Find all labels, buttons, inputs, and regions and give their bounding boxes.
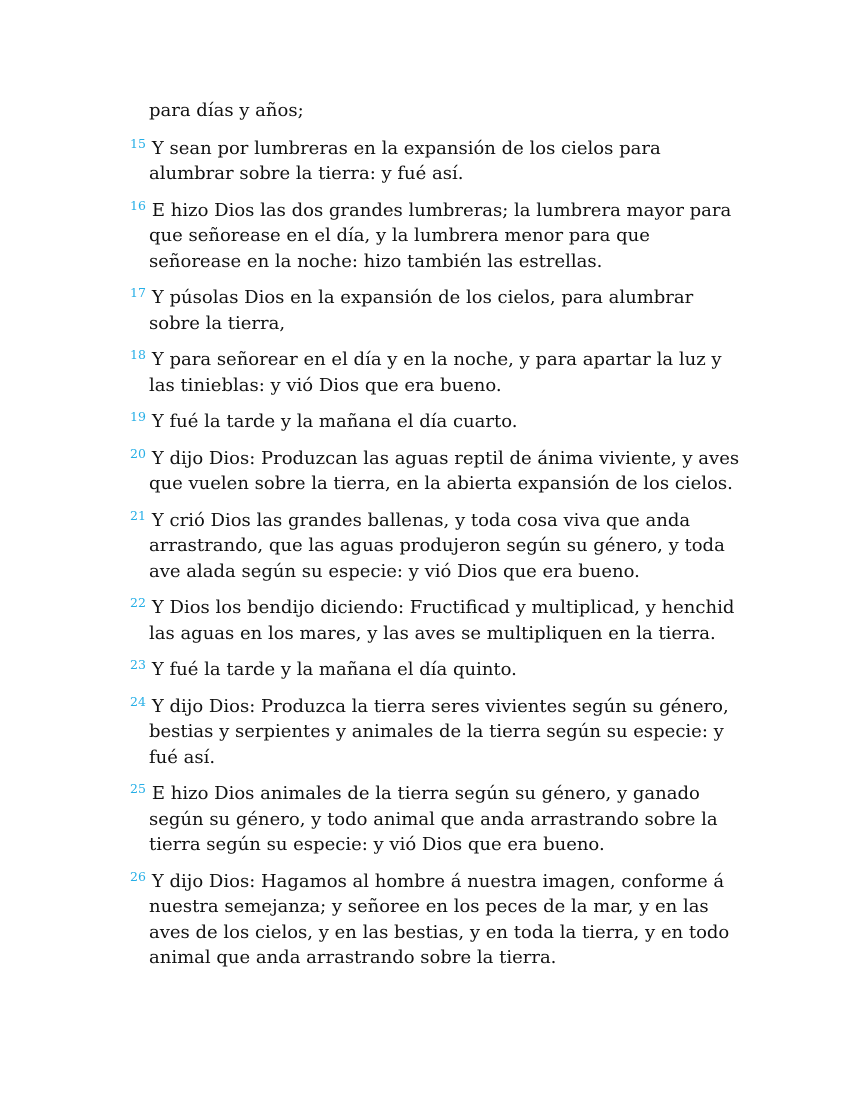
verse-text: Y sean por lumbreras en la expansión de los cielos para alumbrar sobre la tierra: y fué así. (149, 137, 661, 184)
verse-text: Y dijo Dios: Produzca la tierra seres vivientes según su género, bestias y serpientes y animales de la tierra según su especie: y fué así. (149, 695, 729, 768)
verse-text: E hizo Dios las dos grandes lumbreras; la lumbrera mayor para que señorease en el día, y la lumbrera menor para que señorease en la noche: hizo también las estrellas. (149, 199, 732, 272)
continuation-line: para días y años; (149, 100, 304, 121)
scripture-text (130, 98, 740, 982)
verse-text: Y fué la tarde y la mañana el día cuarto. (151, 411, 518, 432)
verse-text: Y Dios los bendijo diciendo: Fructificad y multiplicad, y henchid las aguas en los mares, y las aves se multipliquen en la tierra. (149, 597, 735, 644)
verse-number: 15 (130, 135, 146, 151)
verse (130, 781, 740, 858)
verse (130, 657, 740, 683)
verse-text: Y fué la tarde y la mañana el día quinto. (151, 659, 517, 680)
verse (130, 694, 740, 771)
verse-text: Y crió Dios las grandes ballenas, y toda cosa viva que anda arrastrando, que las aguas produjeron según su género, y toda ave alada según su especie: y vió Dios que era bueno. (149, 509, 725, 582)
verse (130, 136, 740, 187)
verse (130, 869, 740, 971)
verse-text: Y dijo Dios: Hagamos al hombre á nuestra imagen, conforme á nuestra semejanza; y señoree en los peces de la mar, y en las aves de los cielos, y en las bestias, y en toda la tierra, y en todo animal que anda arrastrando sobre la tierra. (149, 870, 730, 968)
verse-number: 23 (130, 657, 146, 672)
verse-number: 16 (130, 197, 146, 213)
verse-number: 24 (130, 693, 146, 709)
verse (130, 508, 740, 585)
verse-number: 18 (130, 347, 146, 362)
verse (130, 285, 740, 336)
verse-number: 17 (130, 285, 146, 300)
verse-number: 21 (130, 507, 146, 523)
verse-number: 25 (130, 781, 146, 796)
verse (130, 409, 740, 435)
verse (130, 347, 740, 398)
verse-number: 26 (130, 868, 146, 884)
verse-number: 19 (130, 409, 146, 424)
verse (130, 446, 740, 497)
verse (130, 595, 740, 646)
verse-number: 20 (130, 445, 146, 461)
verse-number: 22 (130, 595, 146, 610)
verse-text: Y para señorear en el día y en la noche, y para apartar la luz y las tinieblas: y vió Dios que era bueno. (149, 349, 722, 396)
verse (130, 198, 740, 275)
verse-text: Y púsolas Dios en la expansión de los cielos, para alumbrar sobre la tierra, (149, 287, 694, 334)
verse-text: E hizo Dios animales de la tierra según su género, y ganado según su género, y todo animal que anda arrastrando sobre la tierra según su especie: y vió Dios que era bueno. (149, 783, 718, 855)
verse-text: Y dijo Dios: Produzcan las aguas reptil de ánima viviente, y aves que vuelen sobre la tierra, en la abierta expansión de los cielos. (149, 447, 740, 494)
